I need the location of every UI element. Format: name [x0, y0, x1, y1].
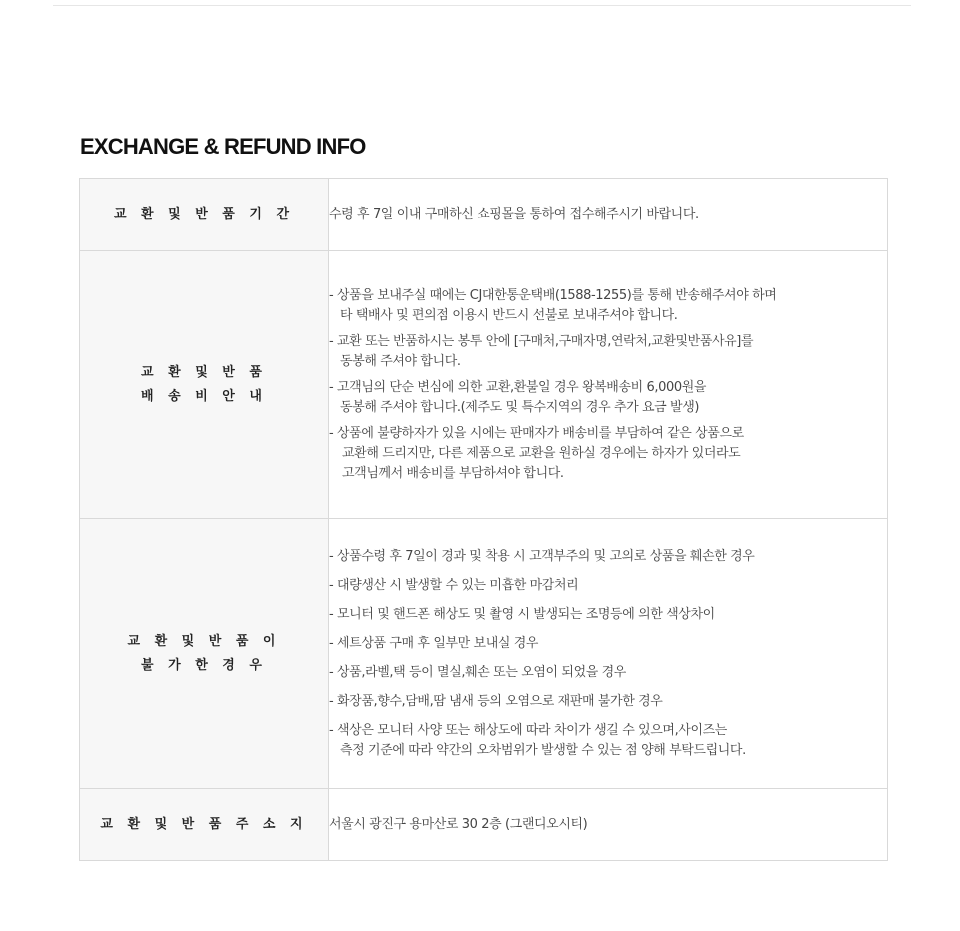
- list-item: - 색상은 모니터 사양 또는 해상도에 따라 차이가 생길 수 있으며,사이즈는 측정 기준에 따라 약간의 오차범위가 발생할 수 있는 점 양해 부탁드립니다.: [329, 722, 746, 758]
- content-shipping-fee: [329, 251, 888, 519]
- row-exchange-impossible: [80, 519, 888, 789]
- list-item: - 교환 또는 반품하시는 봉투 안에 [구매처,구매자명,연락처,교환및반품사유]를 동봉해 주셔야 합니다.: [329, 333, 754, 369]
- label-text-line2: 배 송 비 안 내: [141, 388, 267, 404]
- label-return-address: [80, 789, 329, 861]
- label-text-line1: 교 환 및 반 품 이: [127, 633, 281, 649]
- row-exchange-period: [80, 179, 888, 251]
- label-text: 교 환 및 반 품 기 간: [113, 206, 295, 222]
- list-item: - 상품,라벨,택 등이 멸실,훼손 또는 오염이 되었을 경우: [329, 664, 626, 680]
- list-item: - 고객님의 단순 변심에 의한 교환,환불일 경우 왕복배송비 6,000원을 동봉해 주셔야 합니다.(제주도 및 특수지역의 경우 추가 요금 발생): [329, 379, 707, 415]
- shipping-fee-list: [329, 286, 887, 484]
- list-item: - 상품수령 후 7일이 경과 및 착용 시 고객부주의 및 고의로 상품을 훼손한 경우: [329, 548, 755, 564]
- label-text: 교 환 및 반 품 주 소 지: [100, 816, 308, 832]
- content-exchange-impossible: [329, 519, 888, 789]
- list-item: - 모니터 및 핸드폰 해상도 및 촬영 시 발생되는 조명등에 의한 색상차이: [329, 606, 715, 622]
- label-text-line2: 불 가 한 경 우: [141, 657, 267, 673]
- list-item: - 대량생산 시 발생할 수 있는 미흡한 마감처리: [329, 577, 579, 593]
- label-exchange-impossible: [80, 519, 329, 789]
- list-item: - 상품을 보내주실 때에는 CJ대한통운택배(1588-1255)를 통해 반송해주셔야 하며 타 택배사 및 편의점 이용시 반드시 선불로 보내주셔야 합니다.: [329, 287, 777, 323]
- content-exchange-period: 수령 후 7일 이내 구매하신 쇼핑몰을 통하여 접수해주시기 바랍니다.: [329, 179, 888, 251]
- label-exchange-period: [80, 179, 329, 251]
- list-item: - 세트상품 구매 후 일부만 보내실 경우: [329, 635, 539, 651]
- list-item: - 화장품,향수,담배,땀 냄새 등의 오염으로 재판매 불가한 경우: [329, 693, 663, 709]
- row-shipping-fee: [80, 251, 888, 519]
- content-return-address: 서울시 광진구 용마산로 30 2층 (그랜디오시티): [329, 789, 888, 861]
- exchange-refund-table: [79, 178, 888, 861]
- top-divider: [53, 5, 911, 6]
- section-title: EXCHANGE & REFUND INFO: [80, 134, 366, 159]
- exchange-impossible-list: [329, 547, 887, 761]
- label-shipping-fee: [80, 251, 329, 519]
- list-item: - 상품에 불량하자가 있을 시에는 판매자가 배송비를 부담하여 같은 상품으로 교환해 드리지만, 다른 제품으로 교환을 원하실 경우에는 하자가 있더라도 고객님께서 배송비를 부담하셔야 합니다.: [329, 425, 744, 481]
- row-return-address: [80, 789, 888, 861]
- label-text-line1: 교 환 및 반 품: [141, 364, 267, 380]
